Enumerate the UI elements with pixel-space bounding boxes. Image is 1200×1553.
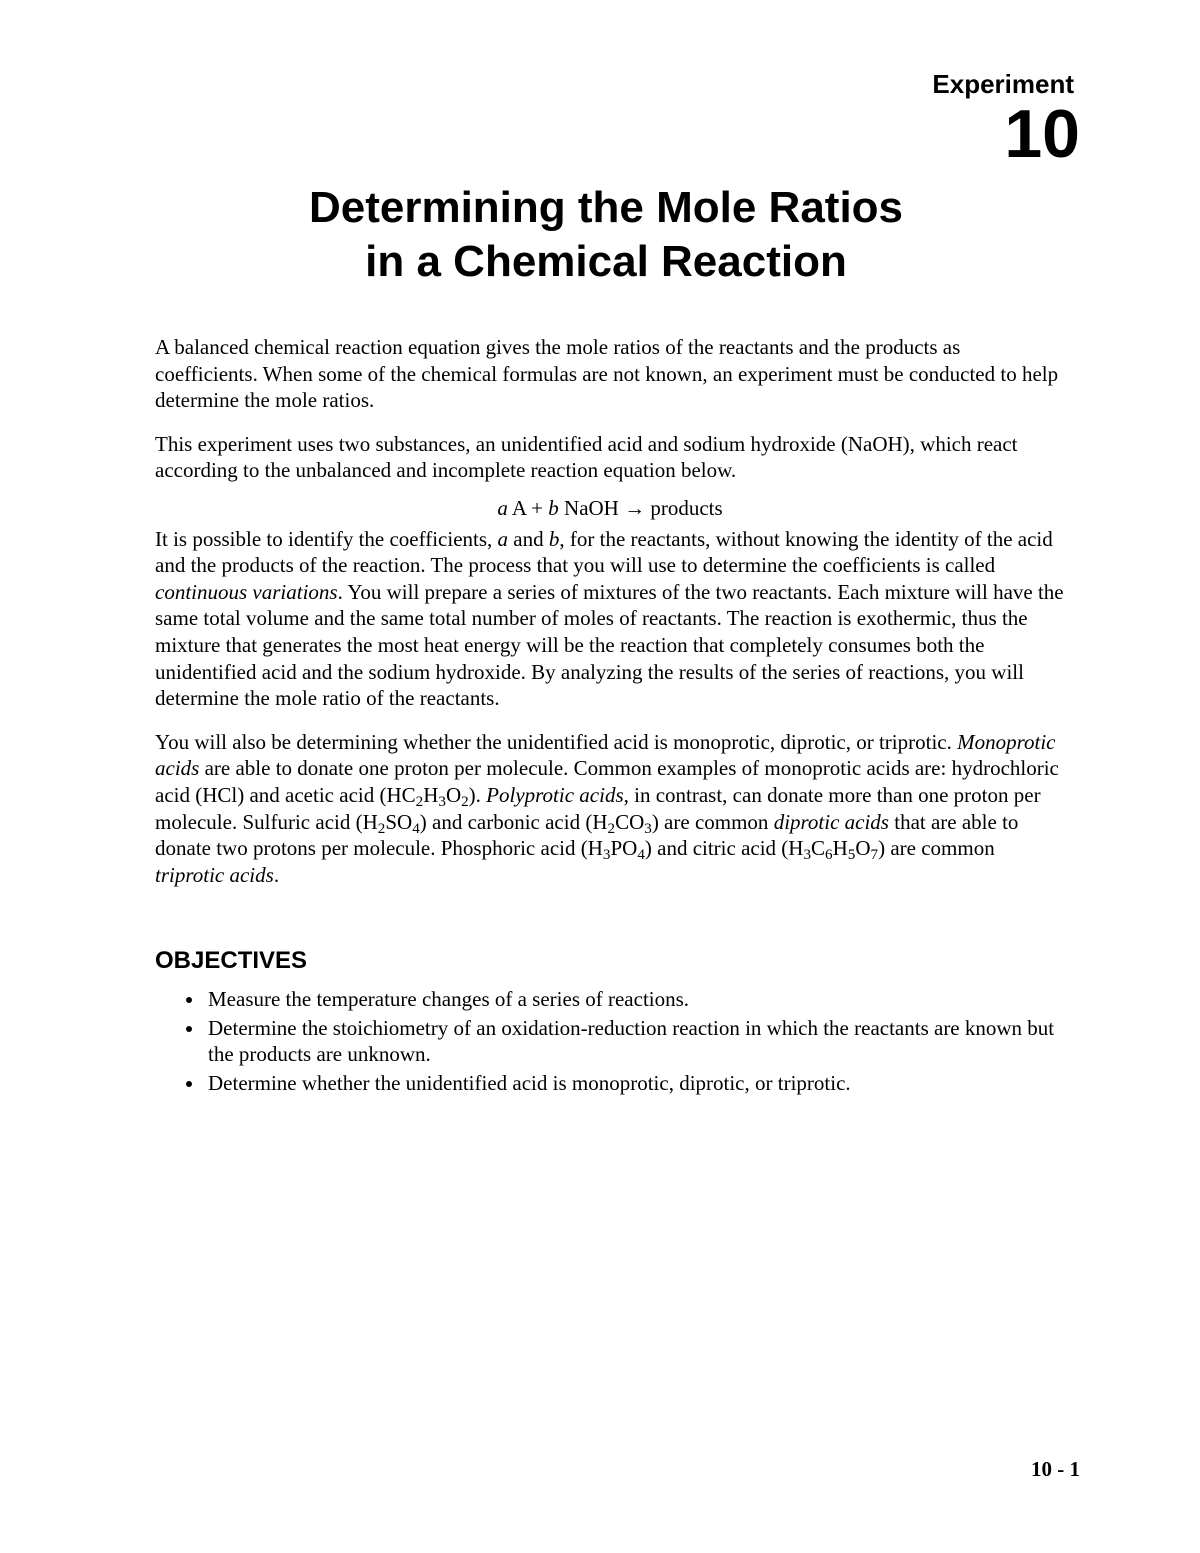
subscript: 5 <box>847 846 856 863</box>
text-run: O <box>855 836 871 861</box>
list-item <box>155 1070 1065 1097</box>
text-run: that are able to donate two protons per molecule. Phosphoric acid (H <box>155 809 1019 861</box>
objective-text: Measure the temperature changes of a series of reactions. <box>208 987 690 1011</box>
intro-paragraph-3 <box>155 526 1065 712</box>
page-title <box>0 181 1200 289</box>
experiment-label: Experiment <box>932 69 1074 99</box>
title-line-2: in a Chemical Reaction <box>365 237 847 286</box>
bullet-icon <box>186 1081 192 1087</box>
term-monoprotic: Monoprotic acids <box>155 729 1056 781</box>
text-run: ) are common <box>651 809 774 834</box>
text-run: H <box>423 782 439 807</box>
term-polyprotic: Polyprotic acids <box>486 782 624 807</box>
italic-a: a <box>497 526 509 551</box>
text-run: and <box>508 526 549 551</box>
subscript: 2 <box>415 793 424 810</box>
intro-paragraph-4 <box>155 729 1065 889</box>
list-item <box>155 1015 1065 1068</box>
subscript: 7 <box>870 846 879 863</box>
objectives-list <box>155 986 1065 1098</box>
coefficient-b: b <box>548 495 559 520</box>
term-triprotic: triprotic acids <box>155 862 274 887</box>
text-run: , for the reactants, without knowing the identity of the acid and the products of the reaction. The process that you will use to determine the coefficients is called <box>155 526 1053 578</box>
text-run: . You will prepare a series of mixtures of the two reactants. Each mixture will have the same total volume and the same total number of moles of reactants. The reaction is exothermic, thus the mixture that generates the most heat energy will be the reaction that completely consumes both the unidentified acid and the sodium hydroxide. By analyzing the results of the series of reactions, you will determine the mole ratio of the reactants. <box>155 579 1064 711</box>
text-run: ) and carbonic acid (H <box>419 809 608 834</box>
equation-part-1: A + <box>507 495 549 520</box>
experiment-number: 10 <box>1004 96 1080 172</box>
text-run: H <box>832 836 848 861</box>
objectives-heading: OBJECTIVES <box>155 947 308 974</box>
subscript: 3 <box>438 793 446 810</box>
text-run: ) are common <box>878 836 995 861</box>
subscript: 4 <box>637 846 645 863</box>
term-continuous-variations: continuous variations <box>155 579 338 604</box>
objective-text: Determine whether the unidentified acid is monoprotic, diprotic, or triprotic. <box>208 1070 851 1095</box>
text-run: are able to donate one proton per molecule. Common examples of monoprotic acids are: hydrochloric acid (HCl) and acetic acid (HC <box>155 756 1059 807</box>
subscript: 2 <box>377 820 386 837</box>
text-run: C <box>811 836 826 861</box>
subscript: 4 <box>412 820 420 837</box>
intro-paragraph-1: A balanced chemical reaction equation gives the mole ratios of the reactants and the products as coefficients. When some of the chemical formulas are not known, an experiment must be conducted to help determine the mole ratios. <box>155 335 1059 413</box>
objective-text: Determine the stoichiometry of an oxidation-reduction reaction in which the reactants are known but the products are unknown. <box>208 1015 1055 1067</box>
bullet-icon <box>186 997 192 1003</box>
bullet-icon <box>186 1026 192 1032</box>
reaction-equation <box>155 495 1065 522</box>
subscript: 3 <box>602 846 611 863</box>
text-run: O <box>445 782 462 807</box>
subscript: 3 <box>803 846 812 863</box>
italic-b: b <box>548 526 560 551</box>
text-run: SO <box>385 809 413 834</box>
text-run: . <box>273 862 280 887</box>
subscript: 2 <box>607 820 616 837</box>
intro-section <box>155 334 1065 905</box>
page-number: 10 - 1 <box>1031 1457 1080 1481</box>
text-run: CO <box>615 809 645 834</box>
intro-paragraph-2: This experiment uses two substances, an unidentified acid and sodium hydroxide (NaOH), which react according to the unbalanced and incomplete reaction equation below. <box>155 431 1018 483</box>
text-run: ) and citric acid (H <box>644 836 804 861</box>
text-run: , in contrast, can donate more than one proton per molecule. Sulfuric acid (H <box>155 782 1041 834</box>
equation-part-2: NaOH → products <box>558 495 723 520</box>
list-item <box>155 986 1065 1013</box>
text-run: It is possible to identify the coefficients, <box>155 526 498 551</box>
text-run: PO <box>610 836 638 861</box>
text-run: ). <box>468 782 487 807</box>
term-diprotic: diprotic acids <box>773 809 889 834</box>
text-run: You will also be determining whether the unidentified acid is monoprotic, diprotic, or triprotic. <box>155 729 958 754</box>
coefficient-a: a <box>497 495 508 520</box>
subscript: 6 <box>825 846 833 863</box>
title-line-1: Determining the Mole Ratios <box>308 183 904 232</box>
subscript: 2 <box>461 793 469 810</box>
subscript: 3 <box>644 820 652 837</box>
